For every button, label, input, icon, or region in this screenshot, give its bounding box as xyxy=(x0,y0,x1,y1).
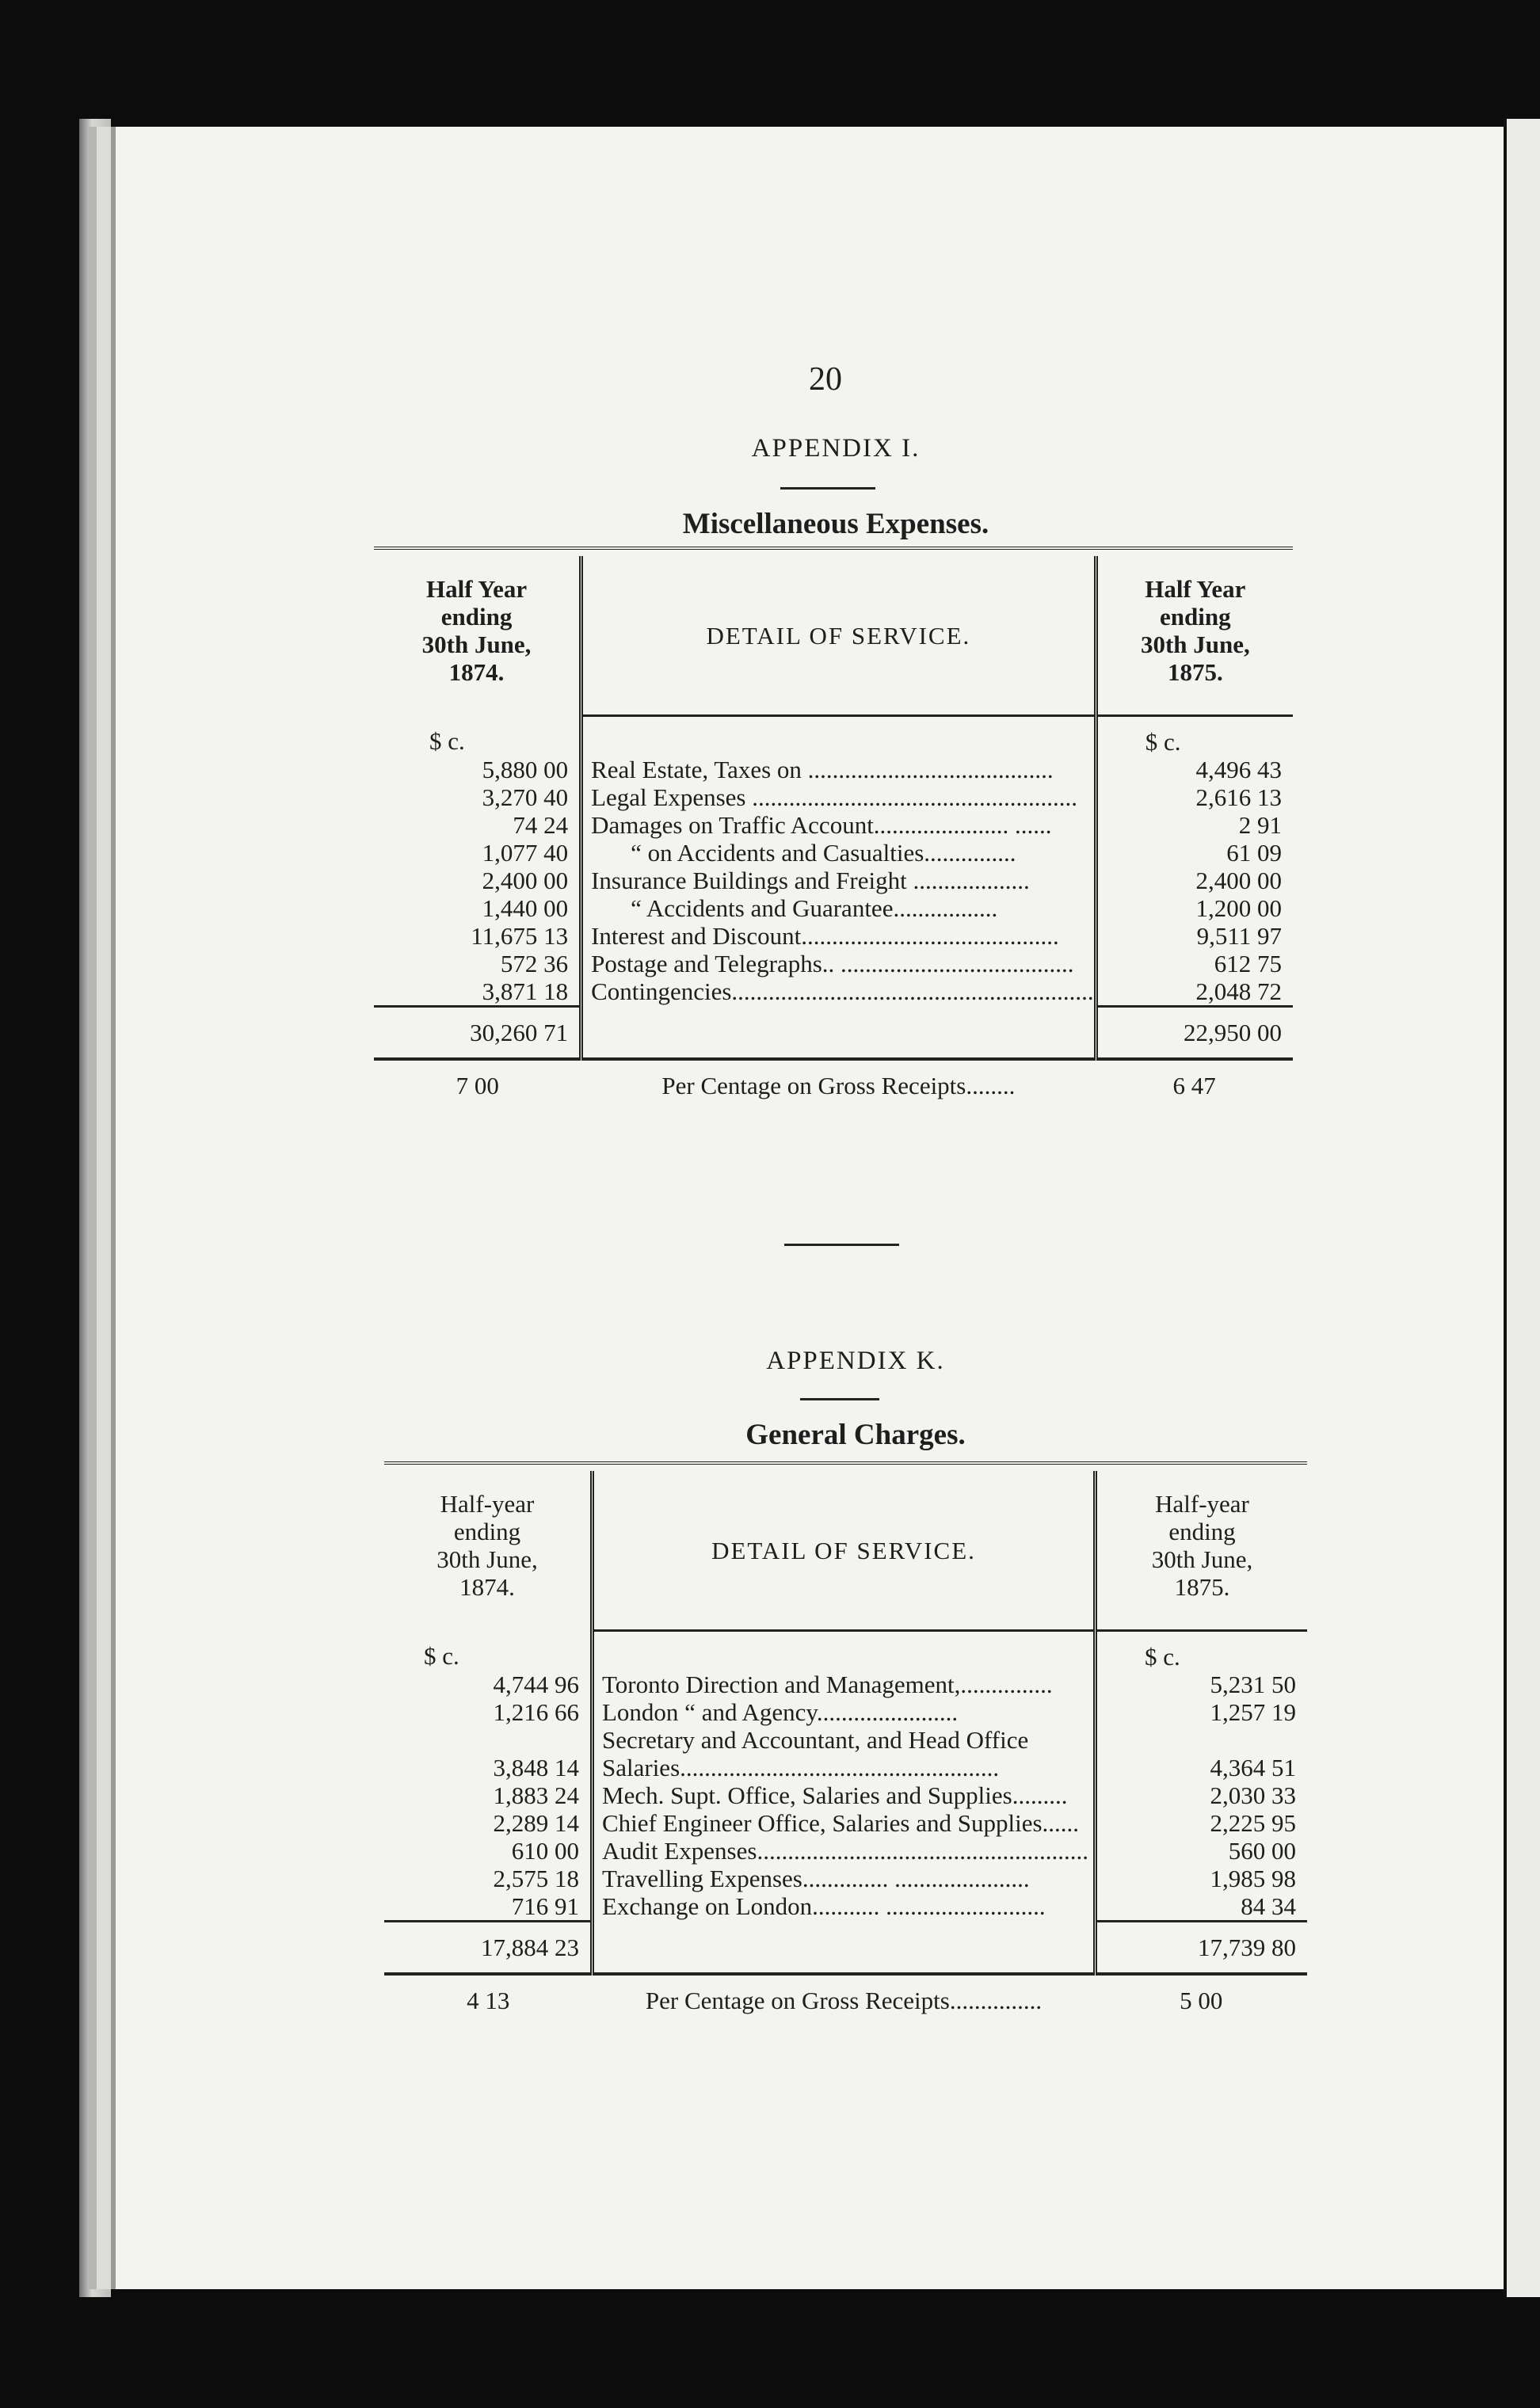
percentage-1874: 7 00 xyxy=(374,1059,581,1099)
amount-1874 xyxy=(384,1726,593,1754)
table-row xyxy=(384,1671,1307,1698)
header-line: Half-year xyxy=(1155,1490,1249,1518)
table-row xyxy=(374,783,1293,811)
column-header-1874 xyxy=(384,1471,593,1631)
percentage-1874: 4 13 xyxy=(384,1974,593,2014)
amount-1874: 3,871 18 xyxy=(374,977,581,1007)
amount-1875 xyxy=(1096,1726,1308,1754)
section-divider xyxy=(784,1244,899,1246)
header-line: Half-year xyxy=(440,1490,535,1518)
service-detail: Mech. Supt. Office, Salaries and Supplies......... xyxy=(602,1781,1068,1809)
amount-1875: 2,048 72 xyxy=(1096,977,1293,1007)
detail-spacer xyxy=(593,1631,1096,1671)
amount-1875: 2,030 33 xyxy=(1096,1781,1308,1809)
appendix-k-heading: General Charges. xyxy=(745,1419,966,1451)
amount-1875: 2 91 xyxy=(1096,811,1293,839)
amount-1874: 610 00 xyxy=(384,1837,593,1865)
appendix-i-table xyxy=(374,547,1293,1099)
service-detail: Contingencies........................................................... xyxy=(591,977,1094,1005)
amount-1875: 4,496 43 xyxy=(1096,756,1293,783)
column-header-1874 xyxy=(374,556,581,716)
amount-1875: 1,200 00 xyxy=(1096,894,1293,922)
service-detail: Insurance Buildings and Freight ................... xyxy=(591,867,1030,894)
column-header-1875 xyxy=(1096,1471,1308,1631)
column-header-1875 xyxy=(1096,556,1293,716)
table-row xyxy=(384,1809,1307,1837)
header-line: 1875. xyxy=(1167,658,1223,686)
amount-1874: 716 91 xyxy=(384,1892,593,1922)
amount-1874: 4,744 96 xyxy=(384,1671,593,1698)
amount-1874: 1,440 00 xyxy=(374,894,581,922)
table-row xyxy=(384,1726,1307,1754)
table-top-rule xyxy=(384,1463,1307,1471)
amount-1875: 2,225 95 xyxy=(1096,1809,1308,1837)
total-1874: 17,884 23 xyxy=(384,1922,593,1975)
amount-1875: 61 09 xyxy=(1096,839,1293,867)
table-row xyxy=(374,867,1293,894)
service-detail: Damages on Traffic Account...................... ...... xyxy=(591,811,1052,839)
percentage-row xyxy=(374,1059,1293,1099)
detail-spacer xyxy=(593,1922,1096,1975)
table-row xyxy=(374,894,1293,922)
amount-1875: 5,231 50 xyxy=(1096,1671,1308,1698)
table-row xyxy=(384,1754,1307,1781)
amount-1875: 1,985 98 xyxy=(1096,1865,1308,1892)
appendix-k-underline xyxy=(800,1398,879,1400)
table-row xyxy=(384,1837,1307,1865)
table-row xyxy=(374,977,1293,1007)
detail-spacer xyxy=(581,1007,1096,1060)
percentage-1875: 5 00 xyxy=(1096,1974,1308,2014)
appendix-k-table xyxy=(384,1461,1307,2014)
appendix-k-label: APPENDIX K. xyxy=(766,1347,945,1375)
amount-1874: 11,675 13 xyxy=(374,922,581,950)
table-row xyxy=(384,1892,1307,1922)
amount-1874: 1,077 40 xyxy=(374,839,581,867)
amount-1874: 572 36 xyxy=(374,950,581,977)
table-row xyxy=(374,950,1293,977)
column-header-detail: DETAIL OF SERVICE. xyxy=(711,1536,976,1564)
table-row xyxy=(374,839,1293,867)
service-detail: Interest and Discount.......................................... xyxy=(591,922,1059,950)
table-row xyxy=(384,1698,1307,1726)
table-top-rule xyxy=(374,548,1293,556)
total-row xyxy=(374,1007,1293,1060)
service-detail: Audit Expenses...................................................... xyxy=(602,1837,1088,1865)
service-detail: Salaries.................................................... xyxy=(602,1754,1000,1781)
total-row xyxy=(384,1922,1307,1975)
amount-1875: 2,400 00 xyxy=(1096,867,1293,894)
header-line: 1875. xyxy=(1174,1573,1230,1601)
amount-1875: 1,257 19 xyxy=(1096,1698,1308,1726)
service-detail: Chief Engineer Office, Salaries and Supplies...... xyxy=(602,1809,1080,1837)
appendix-i-heading: Miscellaneous Expenses. xyxy=(682,508,989,540)
percentage-label: Per Centage on Gross Receipts........ xyxy=(581,1059,1096,1099)
amount-1874: 3,270 40 xyxy=(374,783,581,811)
column-header-detail: DETAIL OF SERVICE. xyxy=(706,621,971,650)
table-row xyxy=(374,922,1293,950)
percentage-row xyxy=(384,1974,1307,2014)
table-row xyxy=(384,1865,1307,1892)
header-line: Half Year xyxy=(1145,575,1246,603)
page-number: 20 xyxy=(809,361,842,398)
header-line: 1874. xyxy=(448,658,505,686)
adjacent-page-edge xyxy=(1504,119,1540,2297)
total-1875: 17,739 80 xyxy=(1096,1922,1308,1975)
total-1875: 22,950 00 xyxy=(1096,1007,1293,1060)
currency-label: $ c. xyxy=(1096,1631,1308,1671)
percentage-label: Per Centage on Gross Receipts............... xyxy=(593,1974,1096,2014)
amount-1874: 1,216 66 xyxy=(384,1698,593,1726)
amount-1875: 2,616 13 xyxy=(1096,783,1293,811)
percentage-1875: 6 47 xyxy=(1096,1059,1293,1099)
service-detail: Secretary and Accountant, and Head Office xyxy=(602,1726,1029,1754)
amount-1874: 2,289 14 xyxy=(384,1809,593,1837)
header-line: Half Year xyxy=(425,575,528,603)
amount-1875: 9,511 97 xyxy=(1096,922,1293,950)
service-detail: Exchange on London........... .......................... xyxy=(602,1892,1046,1920)
service-detail: Postage and Telegraphs.. ...................................... xyxy=(591,950,1074,977)
amount-1875: 4,364 51 xyxy=(1096,1754,1308,1781)
table-row xyxy=(384,1781,1307,1809)
header-line: 30th June, xyxy=(1140,631,1250,658)
service-detail: Real Estate, Taxes on ........................................ xyxy=(591,756,1054,783)
amount-1874: 1,883 24 xyxy=(384,1781,593,1809)
header-line: 30th June, xyxy=(1151,1545,1253,1573)
currency-label: $ c. xyxy=(1096,716,1293,756)
amount-1875: 612 75 xyxy=(1096,950,1293,977)
service-detail: Legal Expenses ..................................................... xyxy=(591,783,1077,811)
amount-1874: 74 24 xyxy=(374,811,581,839)
page-edge xyxy=(79,119,111,2297)
header-line: ending xyxy=(1160,603,1231,631)
table-row xyxy=(374,756,1293,783)
header-line: ending xyxy=(1168,1518,1236,1545)
service-detail: “ Accidents and Guarantee................. xyxy=(631,894,998,922)
currency-label: $ c. xyxy=(384,1631,593,1671)
table-row xyxy=(374,811,1293,839)
header-line: 30th June, xyxy=(436,1545,538,1573)
service-detail: Travelling Expenses.............. ...................... xyxy=(602,1865,1030,1892)
amount-1874: 3,848 14 xyxy=(384,1754,593,1781)
detail-spacer xyxy=(581,716,1096,756)
header-line: ending xyxy=(440,603,513,631)
header-line: 30th June, xyxy=(421,631,532,658)
currency-label: $ c. xyxy=(374,716,581,756)
header-line: 1874. xyxy=(459,1573,515,1601)
service-detail: Toronto Direction and Management,............... xyxy=(602,1671,1053,1698)
appendix-i-underline xyxy=(780,487,875,490)
service-detail: London “ and Agency....................... xyxy=(602,1698,959,1726)
amount-1874: 5,880 00 xyxy=(374,756,581,783)
amount-1875: 84 34 xyxy=(1096,1892,1308,1922)
appendix-i-label: APPENDIX I. xyxy=(751,434,921,463)
header-line: ending xyxy=(453,1518,521,1545)
amount-1875: 560 00 xyxy=(1096,1837,1308,1865)
service-detail: “ on Accidents and Casualties............... xyxy=(631,839,1016,867)
amount-1874: 2,400 00 xyxy=(374,867,581,894)
amount-1874: 2,575 18 xyxy=(384,1865,593,1892)
total-1874: 30,260 71 xyxy=(374,1007,581,1060)
